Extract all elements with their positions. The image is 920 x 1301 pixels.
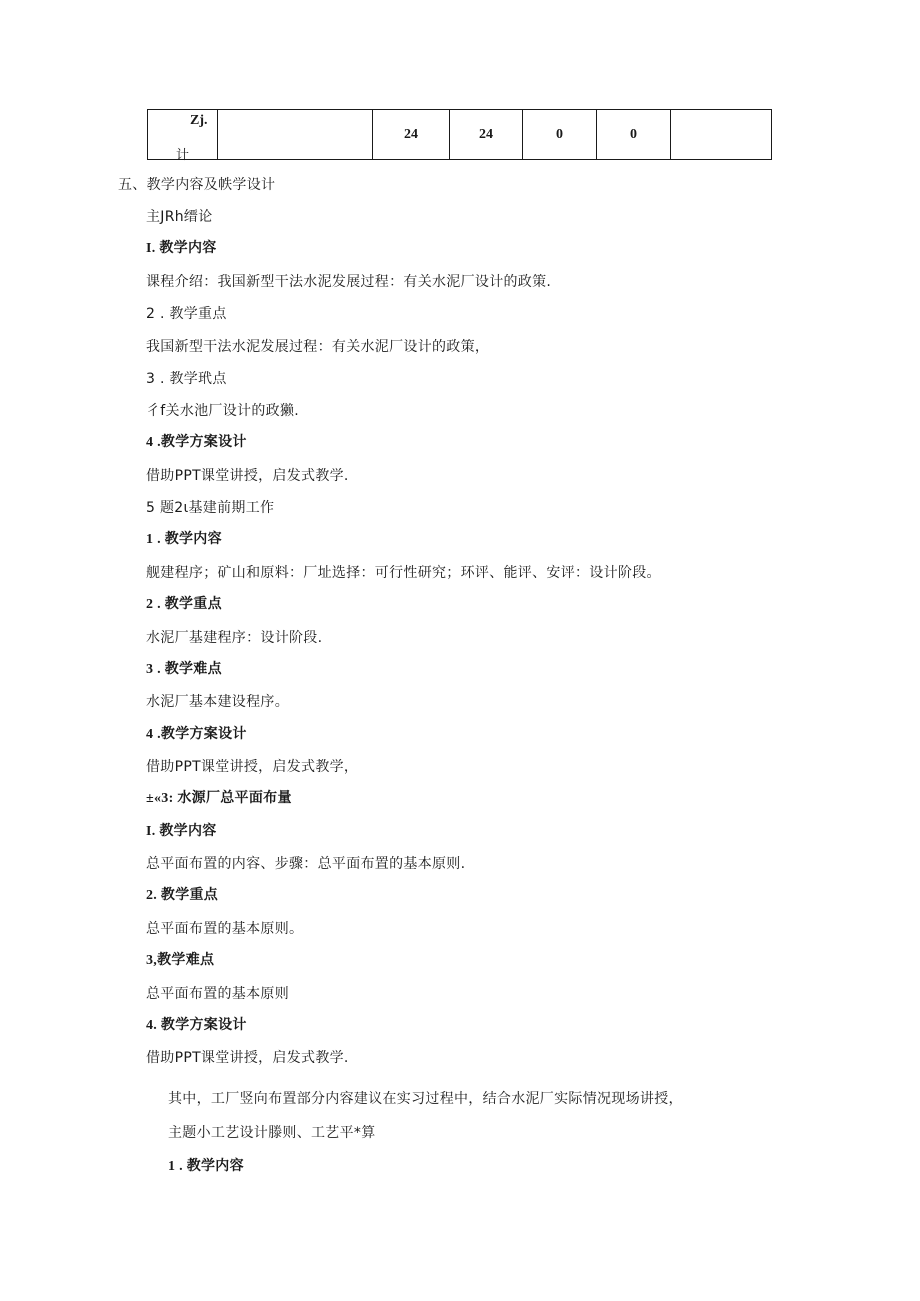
paragraph: 总平面布置的基本原则 [146,986,289,1002]
subheading: 3 . 教学难点 [146,662,222,677]
subheading: 1 . 教学内容 [146,532,222,547]
paragraph: 水泥厂基本建设程序。 [146,694,289,710]
subheading: 1 . 教学内容 [168,1159,244,1174]
paragraph: 彳f关水池厂设计的政獭. [146,403,299,419]
paragraph: 借助PPT课堂讲授，启发式教学， [146,759,359,775]
paragraph: 总平面布置的内容、步骤：总平面布置的基本原则. [146,856,466,872]
course-hours-summary-table [147,109,772,160]
practice-hours-cell: 0 [597,110,671,160]
paragraph: 水泥厂基建程序：设计阶段. [146,630,323,646]
topic-heading: 5 题2ι基建前期工作 [146,500,275,516]
subheading: 2. 教学重点 [146,888,219,903]
lecture-hours-cell: 24 [450,110,523,160]
paragraph: 我国新型干法水泥发展过程：有关水泥厂设计的政策， [146,339,490,355]
table-cell [218,110,373,160]
total-label-bottom: 计 [176,147,190,162]
paragraph: 总平面布置的基本原则。 [146,921,304,937]
paragraph: 舰建程序；矿山和原料：厂址选择：可行性研究；环评、能评、安评：设计阶段。 [146,565,661,581]
lab-hours-cell: 0 [523,110,597,160]
subheading: I. 教学内容 [146,241,217,256]
paragraph: 借助PPT课堂讲授，启发式教学. [146,468,349,484]
topic-heading: 主题小工艺设计滕则、工艺平*算 [168,1125,376,1141]
paragraph: 课程介绍：我国新型干法水泥发展过程：有关水泥厂设计的政策. [146,274,552,290]
subheading: 4. 教学方案设计 [146,1018,247,1033]
total-hours-cell: 24 [373,110,450,160]
total-label-cell [148,110,218,160]
subheading: 2 . 教学重点 [146,597,222,612]
table-cell [671,110,772,160]
note-paragraph: 其中，工厂竖向布置部分内容建议在实习过程中，结合水泥厂实际情况现场讲授， [168,1091,683,1107]
subheading: 2 . 教学重点 [146,306,227,322]
subheading: I. 教学内容 [146,824,217,839]
table-row [148,110,772,160]
subheading: 4 .教学方案设计 [146,727,247,742]
subheading: 3,教学难点 [146,953,215,968]
paragraph: 借助PPT课堂讲授，启发式教学. [146,1050,349,1066]
total-label-top: Zj. [190,113,208,128]
subheading: 3 . 教学玳点 [146,371,227,387]
section-heading: 五、教学内容及帙学设计 [118,177,276,193]
topic-heading: ±«3: 水源厂总平面布量 [146,791,292,806]
subheading: 4 .教学方案设计 [146,435,247,450]
topic-heading: 主JRh缙论 [146,209,213,225]
